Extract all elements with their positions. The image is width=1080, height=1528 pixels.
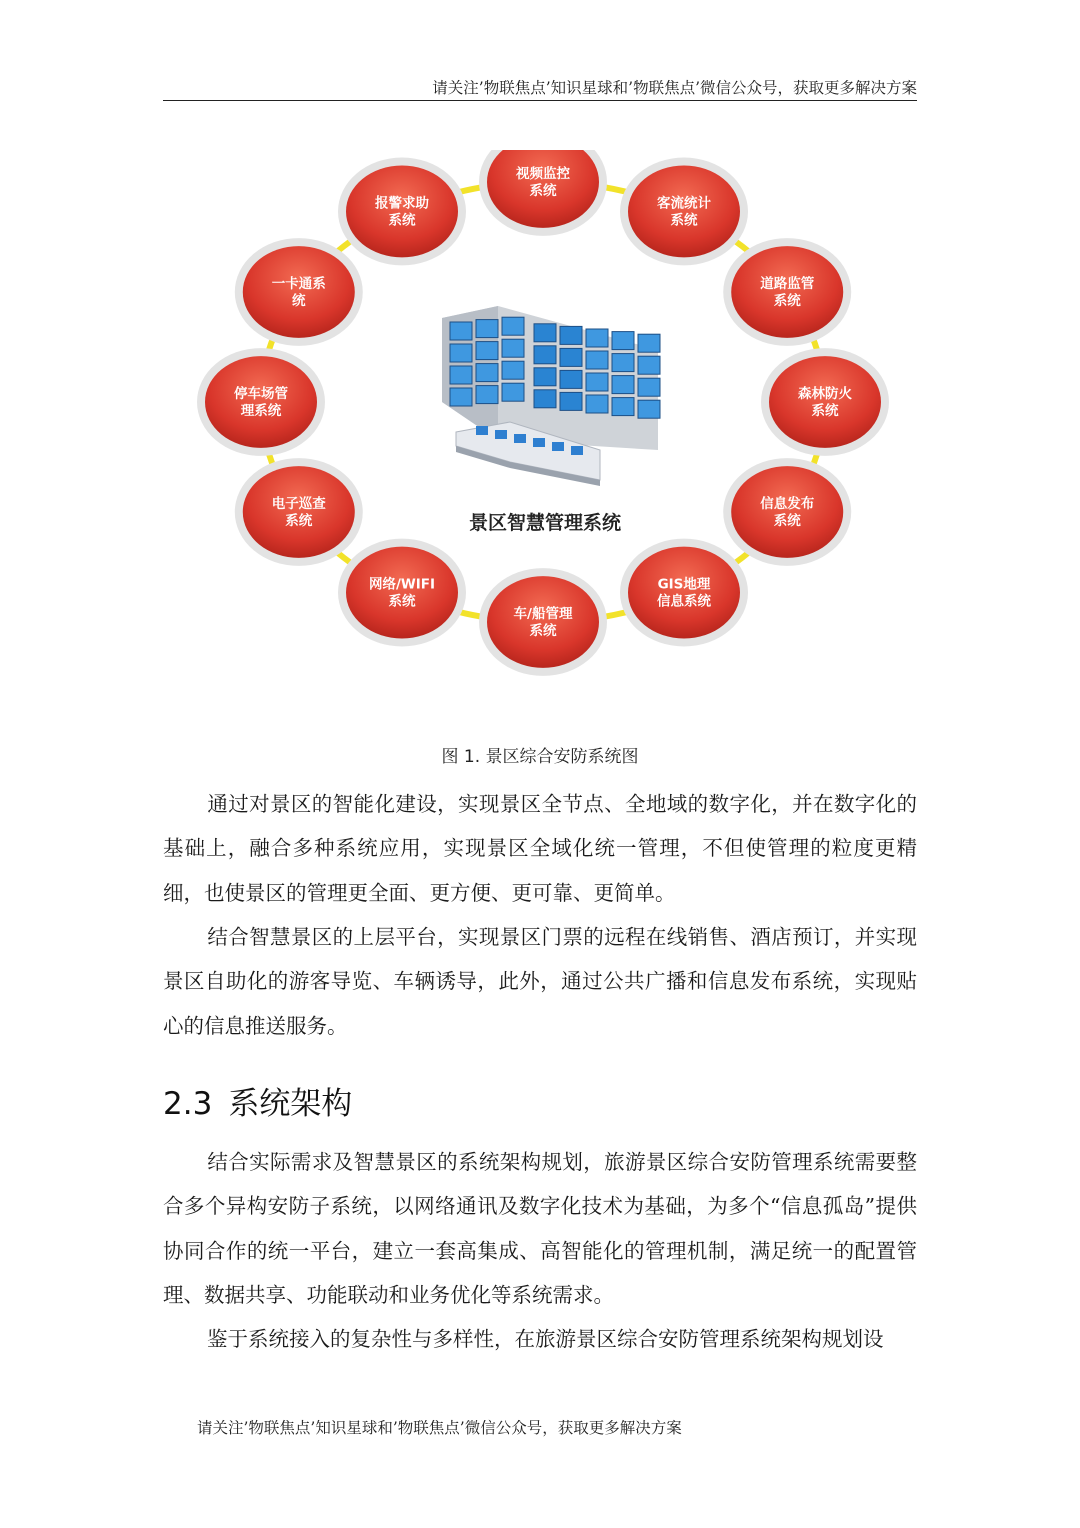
node-circle	[205, 356, 317, 448]
node-label-line2: 系统	[529, 183, 557, 199]
node-label-line1: 信息发布	[760, 496, 815, 512]
node-label-line2: 系统	[285, 513, 313, 529]
node-label-line2: 系统	[388, 593, 416, 610]
desk-monitor	[495, 430, 507, 439]
system-node	[723, 238, 851, 346]
video-wall-screen	[502, 383, 524, 401]
video-wall-screen	[586, 395, 608, 413]
caption-text: 景区综合安防系统图	[485, 747, 639, 767]
page-header: 请关注’物联焦点’知识星球和’物联焦点’微信公众号，获取更多解决方案	[432, 79, 917, 97]
desk-monitor	[533, 438, 545, 447]
node-label-line1: 一卡通系	[271, 276, 326, 292]
video-wall-screen	[450, 388, 472, 406]
video-wall-screen	[560, 326, 582, 344]
node-label-line1: 客流统计	[657, 195, 711, 212]
video-wall-screen	[638, 378, 660, 396]
video-wall-screen	[560, 370, 582, 388]
node-label-line2: 系统	[811, 403, 839, 419]
node-circle	[243, 466, 355, 558]
node-label-line2: 统	[292, 293, 306, 309]
system-node	[620, 539, 748, 647]
section-title: 系统架构	[228, 1086, 353, 1122]
system-node	[479, 568, 607, 676]
page-footer: 请关注’物联焦点’知识星球和’物联焦点’微信公众号，获取更多解决方案	[197, 1419, 682, 1437]
node-label-line1: 网络/WIFI	[368, 576, 436, 593]
video-wall-screen	[560, 392, 582, 410]
video-wall-screen	[450, 366, 472, 384]
section-heading	[163, 1078, 352, 1123]
center-label: 景区智慧管理系统	[468, 512, 622, 534]
video-wall-screen	[638, 356, 660, 374]
system-node	[338, 539, 466, 647]
node-circle	[487, 576, 599, 668]
header-divider	[163, 100, 917, 101]
node-label-line1: 电子巡查	[271, 496, 326, 512]
video-wall-screen	[476, 342, 498, 360]
video-wall-screen	[586, 373, 608, 391]
system-node	[723, 458, 851, 566]
system-node	[197, 348, 325, 456]
system-node	[235, 458, 363, 566]
video-wall-screen	[476, 320, 498, 338]
node-label-line2: 系统	[388, 212, 416, 229]
system-node	[479, 150, 607, 236]
video-wall-screen	[476, 364, 498, 382]
node-circle	[243, 246, 355, 338]
node-circle	[731, 466, 843, 558]
video-wall-screen	[586, 351, 608, 369]
video-wall-screen	[612, 376, 634, 394]
video-wall-screen	[638, 400, 660, 418]
body-paragraph-2: 结合智慧景区的上层平台，实现景区门票的远程在线销售、酒店预订，并实现景区自助化的游客导览、车辆诱导，此外，通过公共广播和信息发布系统，实现贴心的信息推送服务。	[163, 925, 917, 1038]
node-label-line2: 系统	[773, 293, 801, 309]
video-wall-screen	[502, 317, 524, 335]
node-label-line2: 系统	[773, 513, 801, 529]
system-node	[235, 238, 363, 346]
desk-monitor	[571, 446, 583, 455]
section-number: 2.3	[163, 1086, 213, 1122]
node-label-line2: 理系统	[240, 403, 282, 419]
system-node	[761, 348, 889, 456]
node-label-line1: 视频监控	[516, 166, 570, 182]
video-wall-screen	[612, 354, 634, 372]
control-room-illustration	[442, 306, 660, 486]
video-wall-screen	[534, 390, 556, 408]
body-paragraph-1: 通过对景区的智能化建设，实现景区全节点、全地域的数字化，并在数字化的基础上，融合多种系统应用，实现景区全域化统一管理，不但使管理的粒度更精细，也使景区的管理更全面、更方便、更可靠、更简单。	[163, 792, 917, 905]
node-label-line1: 停车场管	[234, 386, 288, 402]
desk-monitor	[476, 426, 488, 435]
node-label-line1: 道路监管	[760, 276, 815, 292]
video-wall-screen	[534, 368, 556, 386]
node-label-line1: 森林防火	[798, 386, 852, 402]
node-label-line1: 报警求助	[375, 195, 429, 212]
system-node	[620, 158, 748, 266]
video-wall-screen	[560, 348, 582, 366]
node-circle	[731, 246, 843, 338]
node-circle	[769, 356, 881, 448]
desk-monitor	[514, 434, 526, 443]
body-paragraph-4: 鉴于系统接入的复杂性与多样性，在旅游景区综合安防管理系统架构规划设	[207, 1327, 884, 1351]
video-wall-screen	[502, 339, 524, 357]
video-wall-screen	[534, 324, 556, 342]
node-label-line2: 信息系统	[657, 593, 711, 610]
figure-caption	[0, 742, 1080, 767]
video-wall-screen	[638, 334, 660, 352]
system-diagram	[180, 150, 900, 710]
body-paragraph-3: 结合实际需求及智慧景区的系统架构规划，旅游景区综合安防管理系统需要整合多个异构安防子系统，以网络通讯及数字化技术为基础，为多个“信息孤岛”提供协同合作的统一平台，建立一套高集成、高智能化的管理机制，满足统一的配置管理、数据共享、功能联动和业务优化等系统需求。	[163, 1150, 917, 1307]
node-label-line2: 系统	[670, 212, 698, 229]
node-label-line1: GIS地理	[657, 576, 711, 593]
node-label-line2: 系统	[529, 623, 557, 639]
video-wall-screen	[502, 361, 524, 379]
video-wall-screen	[586, 329, 608, 347]
video-wall-screen	[612, 332, 634, 350]
system-node	[338, 158, 466, 266]
caption-label: 图 1.	[441, 747, 481, 767]
video-wall-screen	[534, 346, 556, 364]
node-label-line1: 车/船管理	[513, 606, 573, 622]
video-wall-screen	[450, 344, 472, 362]
video-wall-screen	[612, 398, 634, 416]
video-wall-screen	[476, 386, 498, 404]
video-wall-screen	[450, 322, 472, 340]
desk-monitor	[552, 442, 564, 451]
